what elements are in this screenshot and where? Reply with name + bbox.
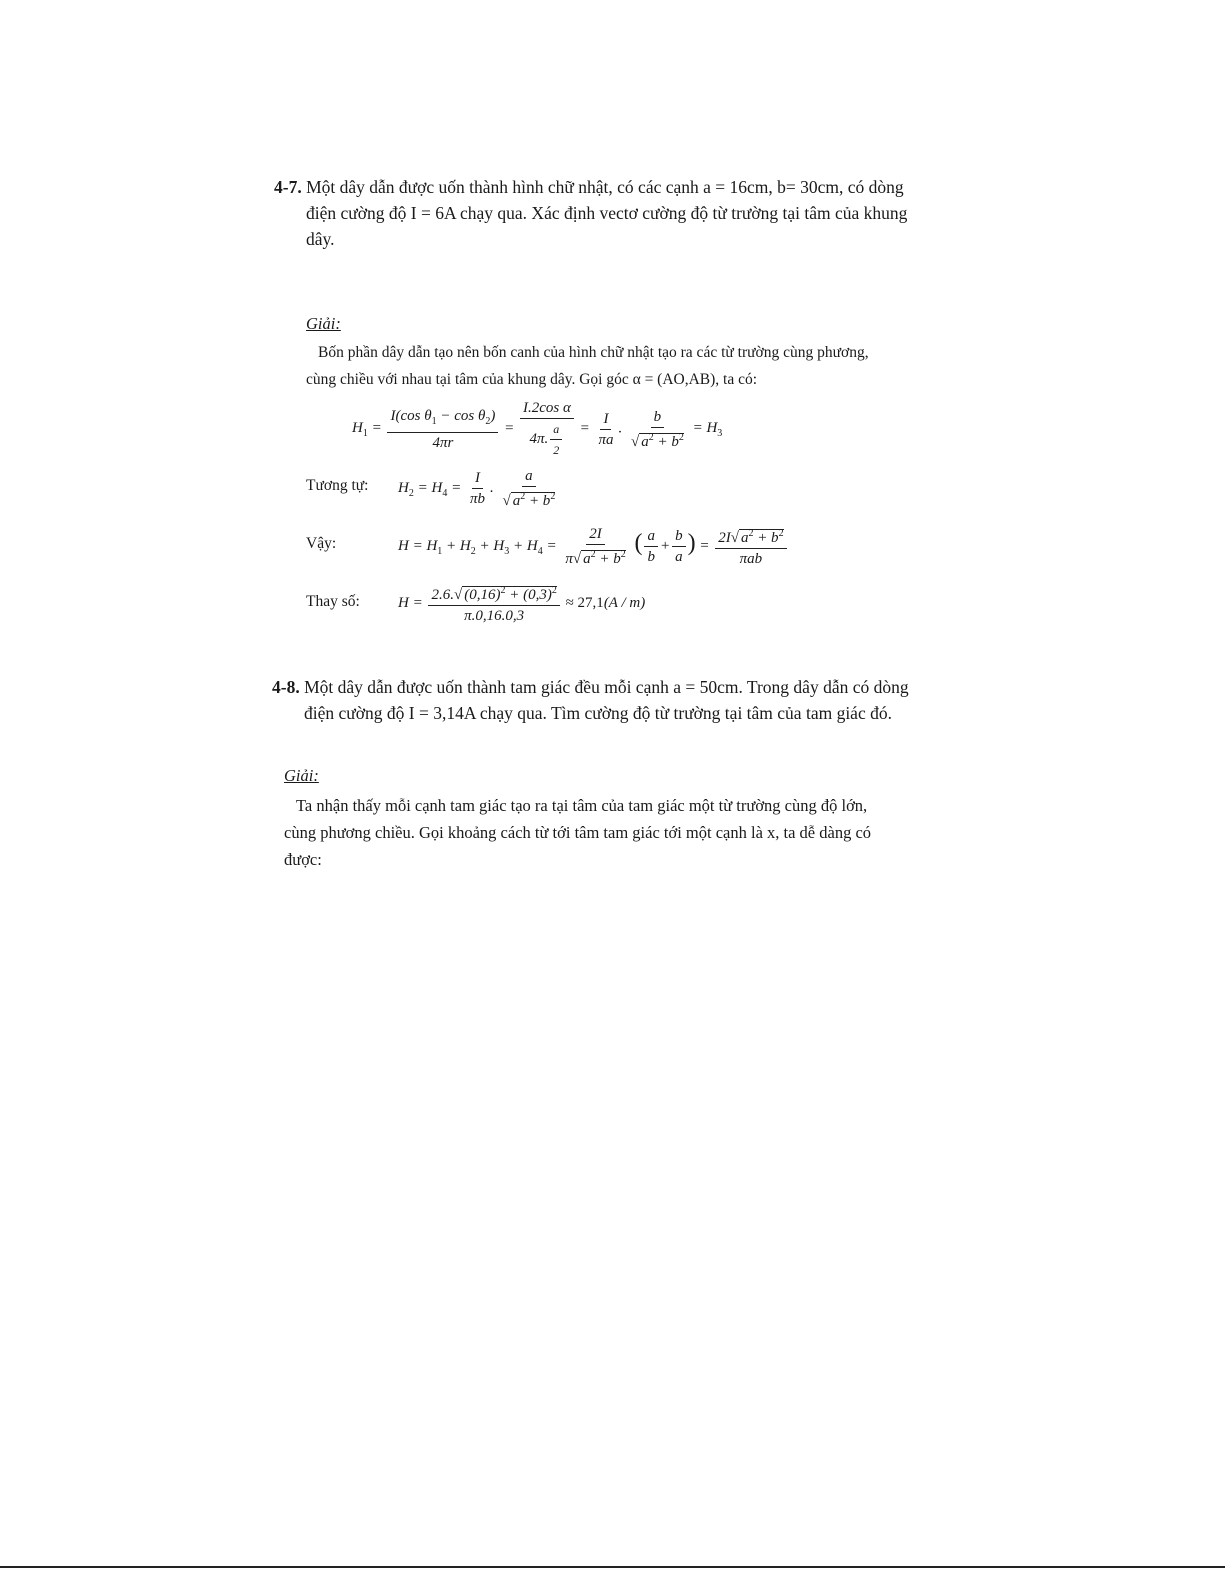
problem-4-8 [272, 674, 937, 726]
equation-h1: $H_1$ = $\frac{I(\cos \theta_1 - \cos \theta_2)}{4\pi r}$ = I.2cos α 4π. $\frac{a}{2}$ = $\frac{I}{\pi a}$ . $\frac{b}{√ a^2 + b^2}$ = $H_3$ [352, 400, 723, 457]
problem-number: 4-7. [274, 177, 302, 197]
solution-4-8-line3: được: [284, 850, 322, 869]
problem-number: 4-8. [272, 677, 300, 697]
label-vay: Vậy: [306, 535, 337, 552]
problem-4-8-line1: 4-8. Một dây dẫn được uốn thành tam giác đều mỗi cạnh a = 50cm. Trong dây dẫn có dòng [272, 677, 909, 697]
solution-4-8-paragraph [284, 792, 934, 873]
solution-4-7-paragraph [306, 339, 916, 393]
solution-line2: cùng chiều với nhau tại tâm của khung dây. Gọi góc α = (AO,AB), ta có: [306, 371, 758, 388]
equation-h2-h4: $H_2 = H_4$ = $\frac{I}{\pi b}$ . $\frac{a}{√ a^2 + b^2}$ [398, 468, 556, 509]
label-thay-so: Thay số: [306, 593, 360, 610]
solution-line1: Bốn phần dây dẫn tạo nên bốn canh của hình chữ nhật tạo ra các từ trường cùng phương, [318, 344, 869, 361]
page-bottom-rule [0, 1566, 1225, 1568]
problem-4-7-line2: điện cường độ I = 6A chạy qua. Xác định vectơ cường độ từ trường tại tâm của khung [306, 203, 908, 223]
solution-4-8-line1: Ta nhận thấy mỗi cạnh tam giác tạo ra tại tâm của tam giác một từ trường cùng độ lớn, [296, 796, 868, 815]
equation-h-total: $H = H_1 + H_2 + H_3 + H_4$ = $\frac{2I}{\pi√ a^2 + b^2}$ ( $\frac{a}{b}$ + $\frac{b}{a}$ ) = $\frac{2I√ a^2 + b^2}{\text{πab}}$ [398, 524, 789, 569]
problem-4-7 [274, 174, 934, 252]
problem-4-7-line1: 4-7. Một dây dẫn được uốn thành hình chữ nhật, có các cạnh a = 16cm, b= 30cm, có dòng [274, 177, 904, 197]
label-tuong-tu: Tương tự: [306, 477, 369, 494]
problem-4-8-line2: điện cường độ I = 3,14A chạy qua. Tìm cường độ từ trường tại tâm của tam giác đó. [304, 703, 892, 723]
solution-heading: Giải: [306, 314, 341, 333]
equation-substitution: H = $\frac{2.6.√ (0,16)^2 + (0,3)^2}{\pi.0,16.0,3}$ ≈ 27,1(A / m) [398, 581, 645, 626]
solution-4-8-line2: cùng phương chiều. Gọi khoảng cách từ tới tâm tam giác tới một cạnh là x, ta dễ dàng có [284, 823, 872, 842]
solution-heading: Giải: [284, 766, 319, 785]
problem-4-7-line3: dây. [306, 229, 335, 249]
